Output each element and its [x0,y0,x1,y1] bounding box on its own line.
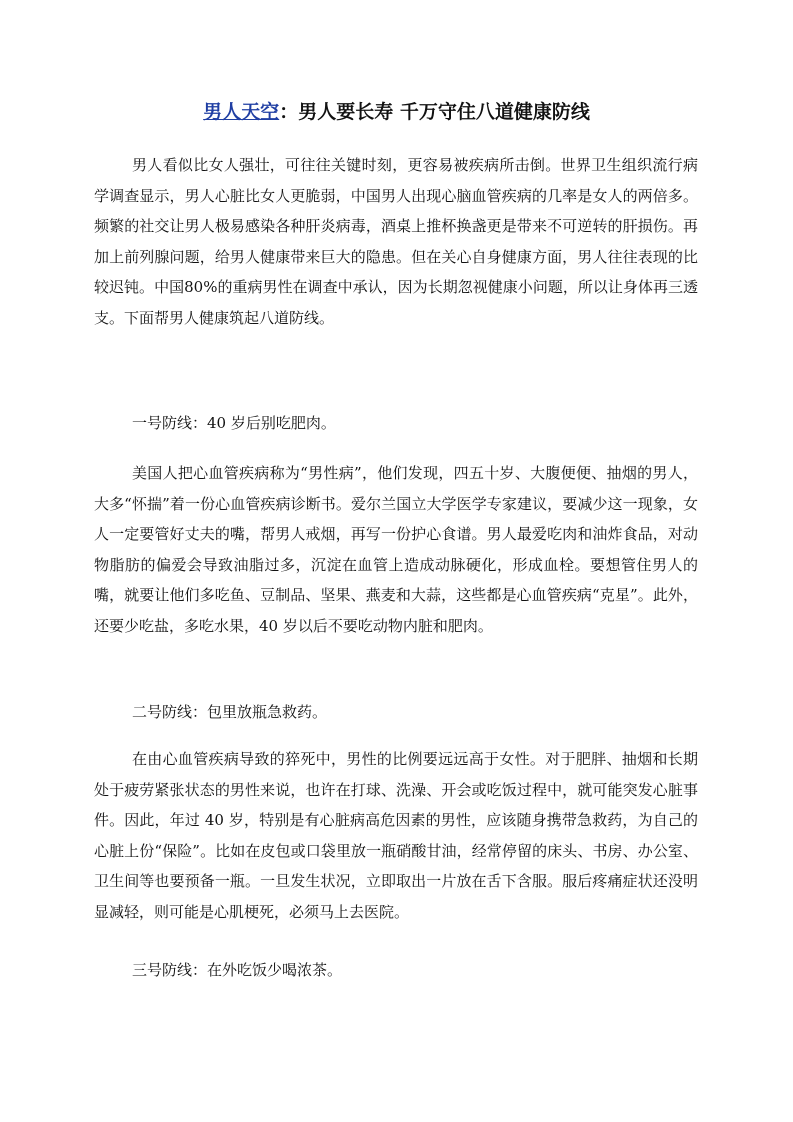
site-link[interactable]: 男人天空 [203,101,280,123]
section-body-1: 美国人把心血管疾病称为“男性病”，他们发现，四五十岁、大腹便便、抽烟的男人，大多“怀揣”着一份心血管疾病诊断书。爱尔兰国立大学医学专家建议，要减少这一现象，女人一定要管好丈夫的嘴，帮男人戒烟，再写一份护心食谱。男人最爱吃肉和油炸食品，对动物脂肪的偏爱会导致油脂过多，沉淀在血管上造成动脉硬化，形成血栓。要想管住男人的嘴，就要让他们多吃鱼、豆制品、坚果、燕麦和大蒜，这些都是心血管疾病“克星”。此外，还要少吃盐，多吃水果，40 岁以后不要吃动物内脏和肥肉。 [94,464,698,635]
section-heading-1: 一号防线：40 岁后别吃肥肉。 [132,414,336,432]
page-title [0,97,793,127]
title-text: 男人要长寿 千万守住八道健康防线 [298,101,590,123]
section-body-2: 在由心血管疾病导致的猝死中，男性的比例要远远高于女性。对于肥胖、抽烟和长期处于疲劳紧张状态的男性来说，也许在打球、洗澡、开会或吃饭过程中，就可能突发心脏事件。因此，年过 40 岁，特别是有心脏病高危因素的男性，应该随身携带急救药，为自己的心脏上份“保险”。比如在皮包或口袋里放一瓶硝酸甘油，经常停留的床头、书房、办公室、卫生间等也要预备一瓶。一旦发生状况，立即取出一片放在舌下含服。服后疼痛症状还没明显减轻，则可能是心肌梗死，必须马上去医院。 [94,750,698,921]
section-heading-3: 三号防线：在外吃饭少喝浓茶。 [132,961,343,979]
intro-paragraph: 男人看似比女人强壮，可往往关键时刻，更容易被疾病所击倒。世界卫生组织流行病学调查显示，男人心脏比女人更脆弱，中国男人出现心脑血管疾病的几率是女人的两倍多。频繁的社交让男人极易感染各种肝炎病毒，酒桌上推杯换盏更是带来不可逆转的肝损伤。再加上前列腺问题，给男人健康带来巨大的隐患。但在关心自身健康方面，男人往往表现的比较迟钝。中国80%的重病男性在调查中承认，因为长期忽视健康小问题，所以让身体再三透支。下面帮男人健康筑起八道防线。 [94,156,698,327]
section-heading-2: 二号防线：包里放瓶急救药。 [132,703,328,721]
title-separator: ： [279,101,299,123]
